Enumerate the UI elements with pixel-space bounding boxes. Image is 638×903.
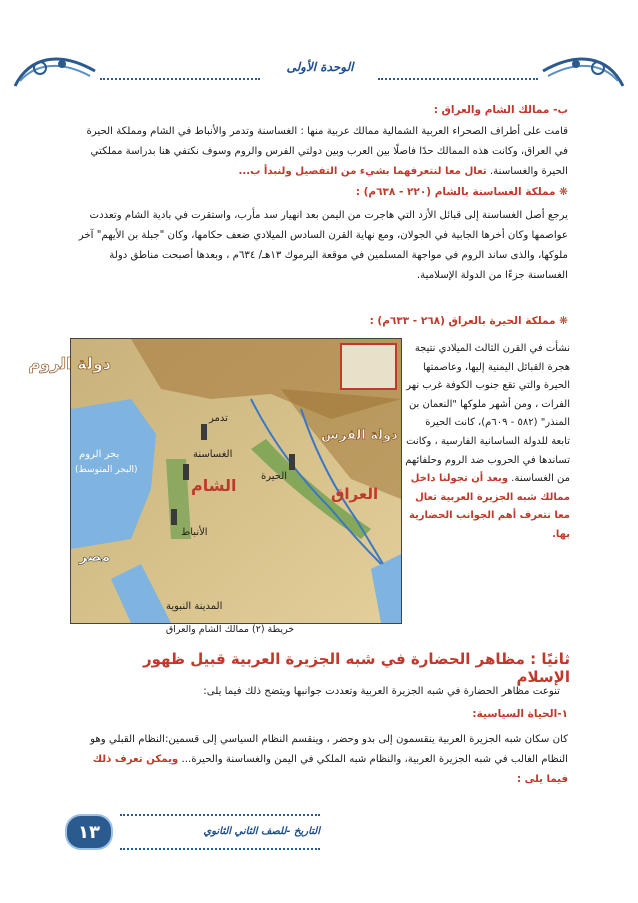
section-b-invite: تعال معا لنتعرفهما بشيء من التفصيل ولنبدأ ب... bbox=[238, 166, 487, 177]
map-graphic bbox=[28, 339, 401, 623]
footer-dots-top bbox=[120, 814, 320, 816]
map-sham-iraq bbox=[28, 338, 402, 624]
star-icon: ❋ bbox=[555, 315, 568, 327]
page-number: ١٣ bbox=[78, 821, 100, 843]
label-ghassanids: الغساسنة bbox=[193, 449, 233, 460]
page-footer bbox=[60, 808, 580, 858]
header-dots-left bbox=[100, 68, 260, 80]
section-b-paragraph bbox=[70, 122, 568, 182]
header-dots-right bbox=[378, 68, 538, 80]
label-persia: دولة الفرس bbox=[321, 428, 398, 443]
unit-title: الوحدة الأولى bbox=[286, 60, 354, 74]
label-hira: الحيرة bbox=[261, 471, 288, 482]
section-2-intro: تنوعت مظاهر الحضارة في شبه الجزيرة العربية وتعددت جوانبها ويتضح ذلك فيما يلى: bbox=[203, 686, 560, 697]
label-iraq: العراق bbox=[331, 485, 379, 503]
hira-column bbox=[405, 340, 570, 545]
section-2-title: ثانيًا : مظاهر الحضارة في شبه الجزيرة العربية قبيل ظهور الإسلام bbox=[142, 650, 570, 686]
hira-heading: ❋ مملكة الحيرة بالعراق (٢٦٨ - ٦٣٣م) : bbox=[369, 315, 568, 327]
political-life-invite: ويمكن تعرف ذلك فيما يلى : bbox=[92, 754, 568, 785]
section-b-text: قامت على أطراف الصحراء العربية الشمالية ممالك عربية منها : الغساسنة وتدمر والأنباط في الشام ومملكة الحيرة في العراق، وكانت هذه الممالك حدًا فاصلًا بين العرب وبين دولتي الفرس والروم وسوف نكتفي هنا بدراسة مملكتي الحيرة والغساسنة. bbox=[86, 126, 568, 177]
political-life-text: كان سكان شبه الجزيرة العربية ينقسمون إلى بدو وحضر ، وينقسم النظام السياسي إلى قسمين:النظام القبلي وهو النظام الغالب في شبه الجزيرة العربية، والنظام شبه الملكي في اليمن والغساسنة والحيرة... bbox=[90, 734, 568, 765]
label-palmyra: تدمر bbox=[209, 413, 228, 424]
header-left-ornament-icon bbox=[10, 46, 100, 96]
page-header bbox=[0, 46, 638, 96]
footer-dots-bottom bbox=[120, 848, 320, 850]
ghassanids-paragraph: يرجع أصل الغساسنة إلى قبائل الأزد التي هاجرت من اليمن بعد انهيار سد مأرب، واستقرت في بادية الشام وتعددت عواصمها وكان أخرها الجابية في الجولان، ومع نهاية القرن السادس الميلادي ضعف حكامها، وكان "جبلة بن الأيهم" آخر ملوكها، والذى ساند الروم في مواجهة المسلمين في موقعة اليرموك ١٣هـ/ ٦٣٤م ، وبعدها أصبحت مناطق دولة الغساسنة جزءًا من الدولة الإسلامية. bbox=[78, 210, 568, 281]
political-life-heading: ١-الحياة السياسية: bbox=[472, 708, 568, 720]
label-egypt: مصر bbox=[79, 549, 111, 565]
label-mediterranean: بحر الروم bbox=[79, 449, 120, 460]
footer-book-title: التاريخ -للصف الثاني الثانوي bbox=[203, 826, 320, 837]
map-caption: خريطة (٢) ممالك الشام والعراق bbox=[165, 624, 295, 635]
ghassanids-heading: ❋ مملكة الغساسنة بالشام (٢٢٠ - ٦٣٨م) : bbox=[355, 186, 568, 198]
page-number-badge bbox=[65, 814, 113, 850]
header-right-ornament-icon bbox=[538, 46, 628, 96]
political-life-paragraph bbox=[70, 730, 568, 790]
label-medina: المدينة النبوية bbox=[166, 601, 223, 612]
star-icon: ❋ bbox=[555, 186, 568, 198]
label-mediterranean-sub: (البحر المتوسط) bbox=[75, 465, 138, 475]
hira-invite: وبعد أن تجولنا داخل ممالك شبه الجزيرة العربية تعال معا نتعرف أهم الجوانب الحضارية بها. bbox=[408, 473, 570, 540]
label-sham: الشام bbox=[191, 476, 237, 495]
label-rome: دولة الروم bbox=[28, 354, 111, 373]
section-b-heading: ب- ممالك الشام والعراق : bbox=[433, 104, 568, 116]
hira-paragraph: نشأت في القرن الثالث الميلادي نتيجة هجرة القبائل اليمنية إليها، وعاصمتها الحيرة والتي تقع جنوب الكوفة غرب نهر الفرات ، ومن أشهر ملوكها "النعمان بن المنذر" (٥٨٢ - ٦٠٩م)، كانت الحيرة تابعة للدولة الساسانية الفارسية ، وكانت تساندها في الحروب ضد الروم وحلفائهم من الغساسنة. bbox=[405, 343, 570, 485]
label-nabataeans: الأنباط bbox=[181, 527, 208, 538]
